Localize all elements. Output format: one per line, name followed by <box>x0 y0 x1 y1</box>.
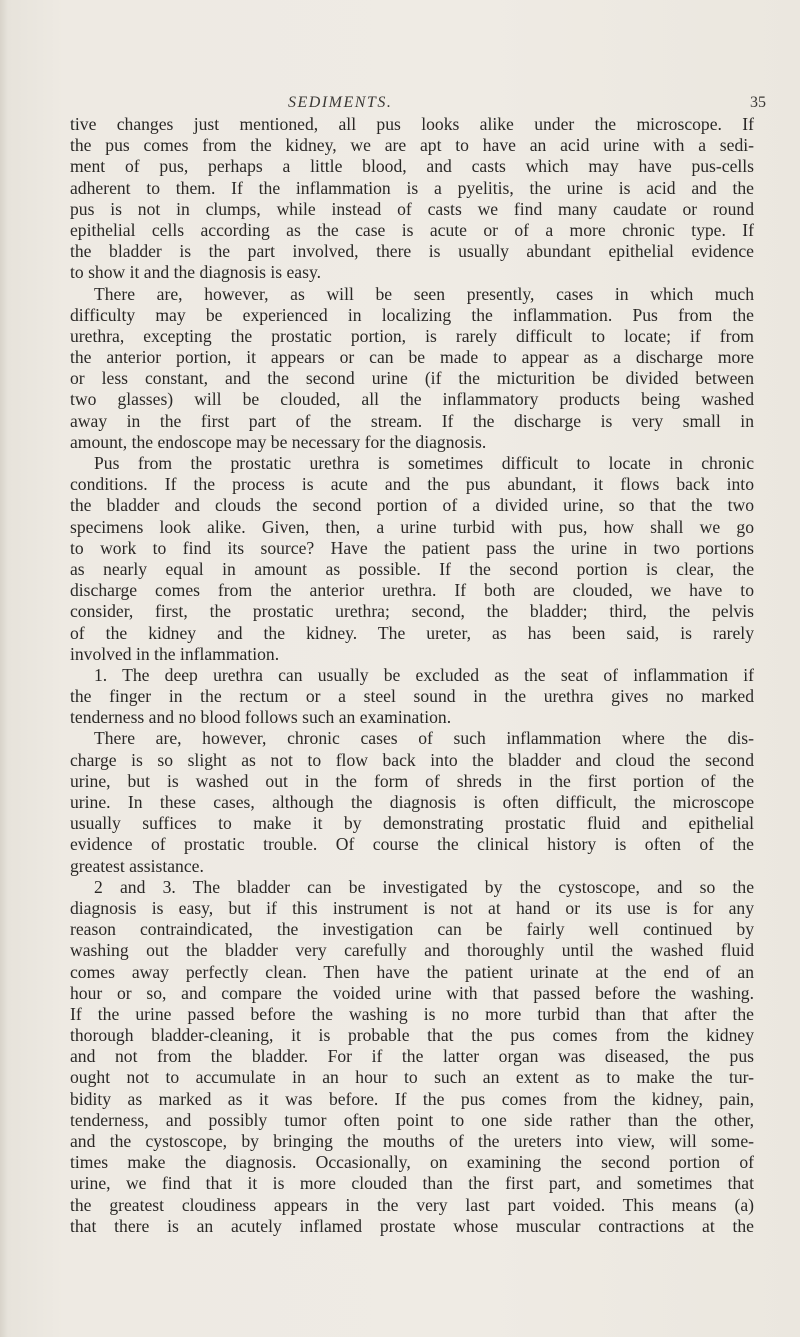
paragraph-first-line: 2 and 3. The bladder can be investigated by the cystoscope, and so the <box>94 876 754 897</box>
text-line: the finger in the rectum or a steel sound in the urethra gives no marked <box>70 686 754 707</box>
text-line: urine, but is washed out in the form of shreds in the first portion of the <box>70 770 754 791</box>
text-line: urine, we find that it is more clouded than the first part, and sometimes that <box>70 1173 754 1194</box>
text-line: adherent to them. If the inflammation is a pyelitis, the urine is acid and the <box>70 177 754 198</box>
text-line: to work to find its source? Have the patient pass the urine in two portions <box>70 537 754 558</box>
text-line: hour or so, and compare the voided urine with that passed before the washing. <box>70 982 754 1003</box>
text-line: pus is not in clumps, while instead of casts we find many caudate or round <box>70 198 754 219</box>
text-line: conditions. If the process is acute and the pus abundant, it flows back into <box>70 474 754 495</box>
text-line: the anterior portion, it appears or can be made to appear as a discharge more <box>70 347 754 368</box>
paragraph-first-line: Pus from the prostatic urethra is sometimes difficult to locate in chronic <box>94 453 754 473</box>
text-line: urethra, excepting the prostatic portion, is rarely difficult to locate; if from <box>70 325 754 346</box>
text-line: charge is so slight as not to flow back into the bladder and cloud the second <box>70 749 754 770</box>
text-line: difficulty may be experienced in localizing the inflammation. Pus from the <box>70 304 754 325</box>
text-line: ment of pus, perhaps a little blood, and casts which may have pus-cells <box>70 156 754 177</box>
paragraph-first-line: There are, however, chronic cases of such inflammation where the dis- <box>94 728 754 749</box>
text-line: that there is an acutely inflamed prostate whose muscular contractions at the <box>70 1215 754 1236</box>
text-line: tenderness and no blood follows such an examination. <box>70 707 452 728</box>
text-line: greatest assistance. <box>70 855 204 876</box>
text-line: the pus comes from the kidney, we are apt to have an acid urine with a sedi- <box>70 135 754 156</box>
body-text <box>70 114 754 1237</box>
text-line: and the cystoscope, by bringing the mouths of the ureters into view, will some- <box>70 1131 754 1151</box>
text-line: as nearly equal in amount as possible. If the second portion is clear, the <box>70 558 754 579</box>
running-head: SEDIMENTS. <box>288 94 393 111</box>
text-line: thorough bladder-cleaning, it is probable that the pus comes from the kidney <box>70 1025 754 1046</box>
text-line: two glasses) will be clouded, all the inflammatory products being washed <box>70 389 754 410</box>
page-number: 35 <box>750 94 766 111</box>
text-line: tive changes just mentioned, all pus looks alike under the microscope. If <box>70 114 754 134</box>
text-line: specimens look alike. Given, then, a urine turbid with pus, how shall we go <box>70 516 754 537</box>
text-line: and not from the bladder. For if the latter organ was diseased, the pus <box>70 1046 754 1067</box>
paragraph-first-line: 1. The deep urethra can usually be excluded as the seat of inflammation if <box>94 664 754 685</box>
text-line: bidity as marked as it was before. If the pus comes from the kidney, pain, <box>70 1088 754 1109</box>
paragraph-first-line: There are, however, as will be seen presently, cases in which much <box>94 283 754 304</box>
text-line: evidence of prostatic trouble. Of course the clinical history is often of the <box>70 834 754 855</box>
text-line: comes away perfectly clean. Then have the patient urinate at the end of an <box>70 961 754 982</box>
text-line: times make the diagnosis. Occasionally, on examining the second portion of <box>70 1152 754 1173</box>
text-line: reason contraindicated, the investigation can be fairly well continued by <box>70 919 754 940</box>
text-line: discharge comes from the anterior urethra. If both are clouded, we have to <box>70 580 754 601</box>
text-line: urine. In these cases, although the diagnosis is often difficult, the microscope <box>70 792 754 812</box>
text-line: or less constant, and the second urine (if the micturition be divided between <box>70 368 754 389</box>
text-line: involved in the inflammation. <box>70 643 280 664</box>
text-line: ought not to accumulate in an hour to such an extent as to make the tur- <box>70 1067 754 1088</box>
page-gutter-shadow <box>0 0 8 1337</box>
text-line: the bladder and clouds the second portion of a divided urine, so that the two <box>70 495 754 516</box>
text-line: to show it and the diagnosis is easy. <box>70 262 322 283</box>
text-line: tenderness, and possibly tumor often point to one side rather than the other, <box>70 1109 754 1130</box>
text-line: diagnosis is easy, but if this instrument is not at hand or its use is for any <box>70 897 754 918</box>
text-line: If the urine passed before the washing is no more turbid than that after the <box>70 1003 754 1024</box>
text-line: washing out the bladder very carefully and thoroughly until the washed fluid <box>70 940 754 961</box>
text-line: epithelial cells according as the case is acute or of a more chronic type. If <box>70 219 754 240</box>
text-line: the bladder is the part involved, there is usually abundant epithelial evidence <box>70 241 754 262</box>
text-line: amount, the endoscope may be necessary for the diagnosis. <box>70 431 487 452</box>
text-line: of the kidney and the kidney. The ureter, as has been said, is rarely <box>70 622 754 643</box>
text-line: away in the first part of the stream. If the discharge is very small in <box>70 410 754 431</box>
text-line: the greatest cloudiness appears in the very last part voided. This means (a) <box>70 1194 754 1215</box>
text-line: usually suffices to make it by demonstrating prostatic fluid and epithelial <box>70 813 754 834</box>
text-line: consider, first, the prostatic urethra; second, the bladder; third, the pelvis <box>70 601 754 622</box>
